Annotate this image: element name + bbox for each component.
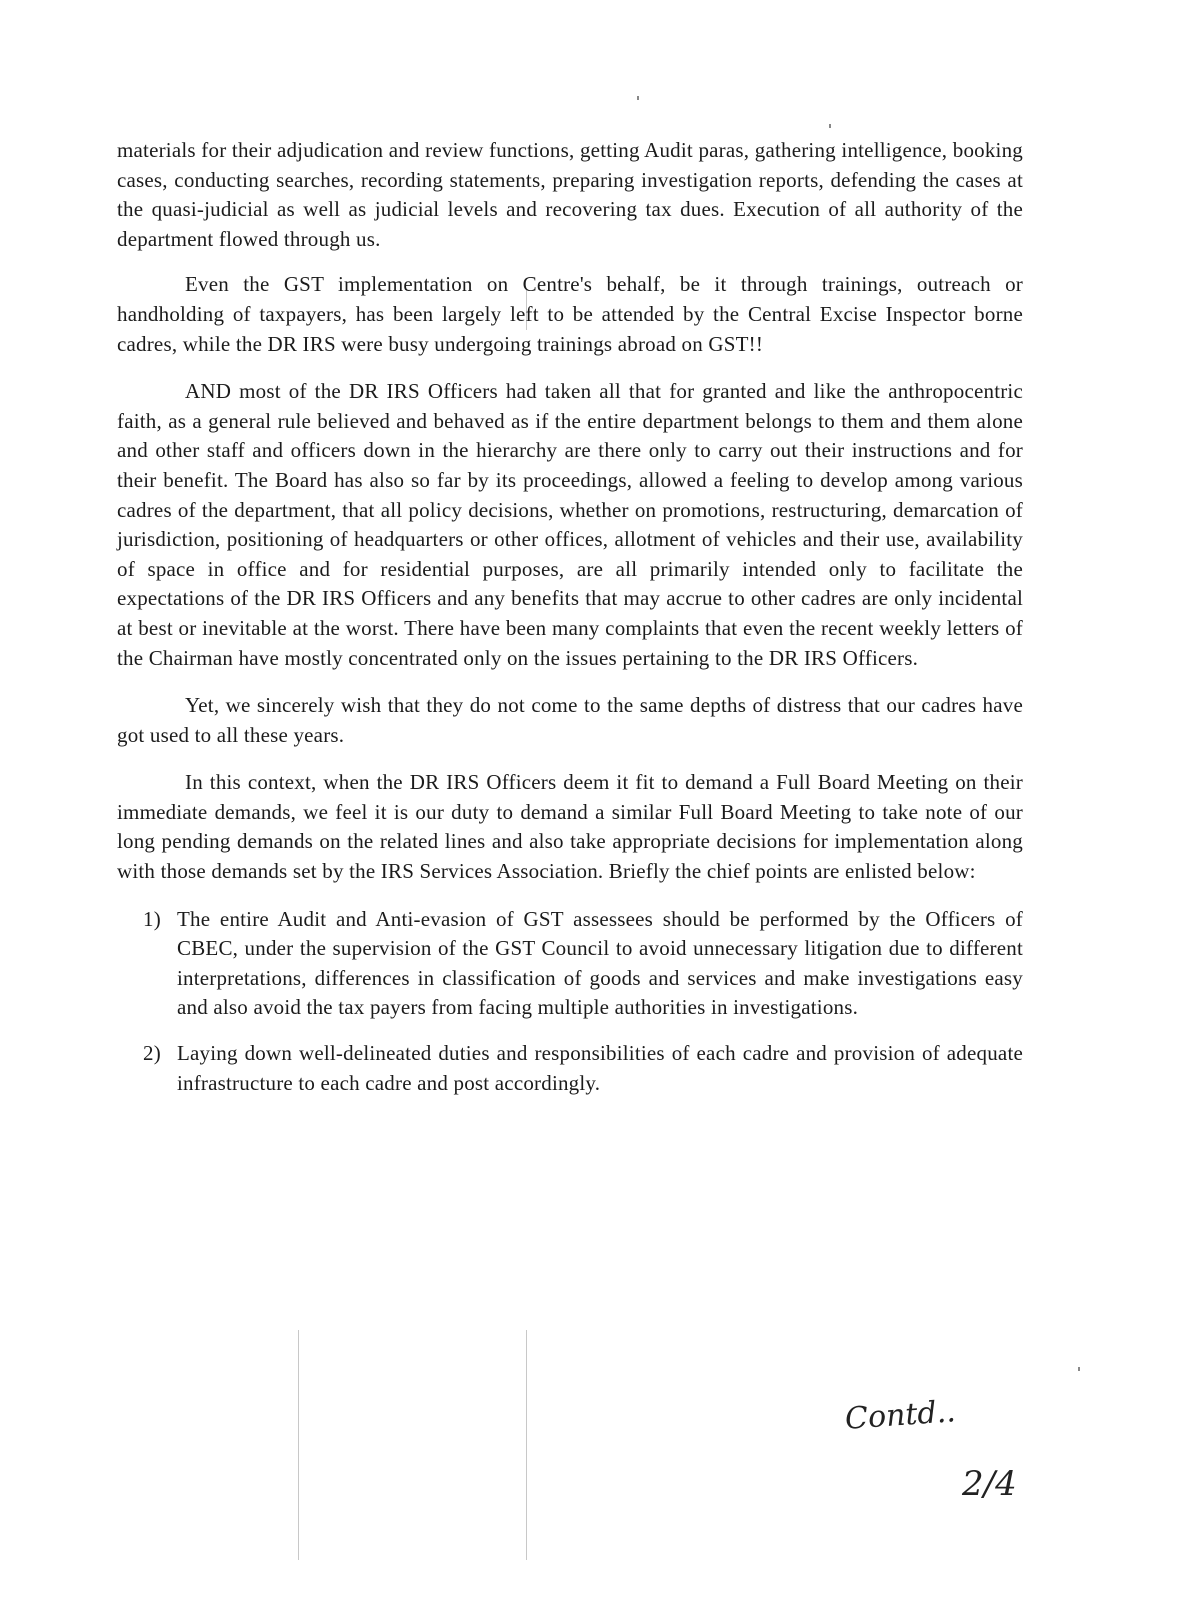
letter-body: [117, 136, 1023, 1114]
list-item-text: The entire Audit and Anti-evasion of GST assessees should be performed by the Officers of CBEC, under the supervision of the GST Council to avoid unnecessary litigation due to different interpretations, differences in classification of goods and services and make investigations easy and also avoid the tax payers from facing multiple authorities in investigations.: [177, 906, 1023, 1020]
list-item: [117, 1039, 1023, 1098]
list-item-number: 2): [143, 1041, 161, 1066]
fold-line: [526, 1330, 527, 1560]
paragraph-continued: materials for their adjudication and review functions, getting Audit paras, gathering intelligence, booking cases, conducting searches, recording statements, preparing investigation reports, defending the cases at the quasi-judicial as well as judicial levels and recovering tax dues. Execution of all authority of the department flowed through us.: [117, 138, 1023, 251]
paragraph-gst-implementation: Even the GST implementation on Centre's behalf, be it through trainings, outreach or handholding of taxpayers, has been largely left to be attended by the Central Excise Inspector borne cadres, while the DR IRS were busy undergoing trainings abroad on GST!!: [117, 272, 1023, 356]
paragraph-dr-irs-officers: AND most of the DR IRS Officers had taken all that for granted and like the anthropocentric faith, as a general rule believed and behaved as if the entire department belongs to them and them alone and other staff and officers down in the hierarchy are there only to carry out their instructions and for their benefit. The Board has also so far by its proceedings, allowed a feeling to develop among various cadres of the department, that all policy decisions, whether on promotions, restructuring, demarcation of jurisdiction, positioning of headquarters or other offices, allotment of vehicles and their use, availability of space in office and for residential purposes, are all primarily intended only to facilitate the expectations of the DR IRS Officers and any benefits that may accrue to other cadres are only incidental at best or inevitable at the worst. There have been many complaints that even the recent weekly letters of the Chairman have mostly concentrated only on the issues pertaining to the DR IRS Officers.: [117, 379, 1023, 670]
list-item: [117, 905, 1023, 1023]
fold-line: [298, 1330, 299, 1560]
scan-speck: [637, 96, 639, 100]
handwritten-contd-note: Contd..: [843, 1394, 957, 1437]
paragraph-distress: Yet, we sincerely wish that they do not come to the same depths of distress that our cadres have got used to all these years.: [117, 693, 1023, 747]
list-item-text: Laying down well-delineated duties and responsibilities of each cadre and provision of adequate infrastructure to each cadre and post accordingly.: [177, 1041, 1023, 1095]
list-item-number: 1): [143, 906, 161, 931]
demands-list: [117, 905, 1023, 1099]
scan-speck: [1078, 1367, 1080, 1371]
scan-speck: [829, 124, 831, 128]
paragraph-full-board-meeting: In this context, when the DR IRS Officers deem it fit to demand a Full Board Meeting on their immediate demands, we feel it is our duty to demand a similar Full Board Meeting to take note of our long pending demands on the related lines and also take appropriate decisions for implementation along with those demands set by the IRS Services Association. Briefly the chief points are enlisted below:: [117, 770, 1023, 884]
handwritten-page-number: 2/4: [962, 1464, 1017, 1504]
